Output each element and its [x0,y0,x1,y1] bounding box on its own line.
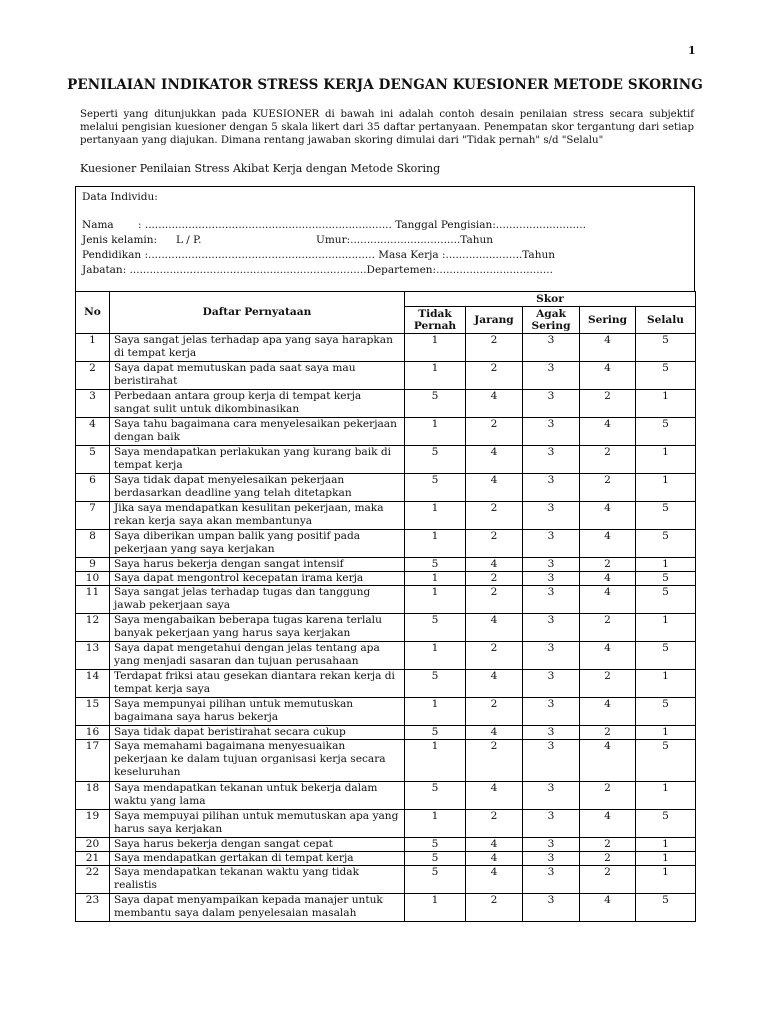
age-field[interactable]: Umur:.................................Tahun [316,234,494,246]
score-cell[interactable]: 1 [405,418,466,446]
score-cell[interactable]: 1 [405,362,466,390]
questionnaire-table [75,291,696,922]
statement-text: Saya mengabaikan beberapa tugas karena terlalu banyak pekerjaan yang harus saya kerjakan [110,614,405,642]
name-line [82,219,586,231]
score-cell[interactable]: 5 [405,726,466,740]
score-cell[interactable]: 5 [636,334,696,362]
score-cell[interactable]: 5 [636,740,696,782]
score-cell[interactable]: 1 [636,390,696,418]
table-row [76,530,696,558]
row-number: 18 [76,782,110,810]
statement-text: Saya mempunyai pilihan untuk memutuskan bagaimana saya harus bekerja [110,698,405,726]
score-cell[interactable]: 2 [580,726,636,740]
table-row [76,866,696,894]
table-row [76,586,696,614]
score-cell[interactable]: 5 [405,838,466,852]
row-number: 4 [76,418,110,446]
row-number: 23 [76,894,110,922]
score-cell[interactable]: 5 [636,572,696,586]
score-cell[interactable]: 1 [636,838,696,852]
score-cell[interactable]: 5 [636,894,696,922]
score-cell[interactable]: 2 [580,614,636,642]
score-cell[interactable]: 5 [405,446,466,474]
score-cell[interactable]: 2 [580,852,636,866]
score-cell[interactable]: 3 [523,698,580,726]
statement-text: Saya dapat memutuskan pada saat saya mau beristirahat [110,362,405,390]
statement-text: Saya tidak dapat menyelesaikan pekerjaan berdasarkan deadline yang telah ditetapkan [110,474,405,502]
score-cell[interactable]: 2 [466,502,523,530]
statement-text: Saya memahami bagaimana menyesuaikan pekerjaan ke dalam tujuan organisasi kerja secara keseluruhan [110,740,405,782]
score-cell[interactable]: 4 [580,502,636,530]
score-cell[interactable]: 4 [580,810,636,838]
row-number: 19 [76,810,110,838]
gender-label: Jenis kelamin: [82,234,158,246]
score-cell[interactable]: 3 [523,642,580,670]
score-cell[interactable]: 3 [523,572,580,586]
score-cell[interactable]: 5 [636,530,696,558]
score-cell[interactable]: 5 [636,586,696,614]
score-cell[interactable]: 3 [523,362,580,390]
score-cell[interactable]: 2 [466,894,523,922]
row-number: 21 [76,852,110,866]
table-row [76,740,696,782]
statement-text: Saya mendapatkan tekanan untuk bekerja dalam waktu yang lama [110,782,405,810]
score-cell[interactable]: 2 [466,572,523,586]
score-cell[interactable]: 5 [405,782,466,810]
score-cell[interactable]: 1 [405,530,466,558]
score-cell[interactable]: 2 [466,334,523,362]
score-cell[interactable]: 1 [636,670,696,698]
row-number: 10 [76,572,110,586]
statement-text: Saya tahu bagaimana cara menyelesaikan pekerjaan dengan baik [110,418,405,446]
table-row [76,446,696,474]
score-level-header: Tidak Pernah [405,307,466,334]
score-cell[interactable]: 5 [405,614,466,642]
table-row [76,894,696,922]
score-cell[interactable]: 1 [405,572,466,586]
work-tenure-field[interactable]: Masa Kerja :.......................Tahun [378,249,555,261]
row-number: 9 [76,558,110,572]
row-number: 5 [76,446,110,474]
score-cell[interactable]: 5 [636,642,696,670]
table-row [76,670,696,698]
individual-data-box [75,186,695,292]
score-cell[interactable]: 4 [466,866,523,894]
score-cell[interactable]: 3 [523,782,580,810]
score-cell[interactable]: 2 [580,558,636,572]
score-cell[interactable]: 2 [580,838,636,852]
score-cell[interactable]: 1 [636,614,696,642]
score-cell[interactable]: 5 [636,362,696,390]
score-cell[interactable]: 3 [523,810,580,838]
statement-text: Saya mendapatkan gertakan di tempat kerja [110,852,405,866]
score-cell[interactable]: 2 [466,740,523,782]
score-level-header: Selalu [636,307,696,334]
statement-text: Saya dapat mengetahui dengan jelas tentang apa yang menjadi sasaran dan tujuan perusahaan [110,642,405,670]
score-cell[interactable]: 1 [636,446,696,474]
table-row [76,390,696,418]
page-title: PENILAIAN INDIKATOR STRESS KERJA DENGAN KUESIONER METODE SKORING [67,77,703,93]
table-row [76,572,696,586]
score-cell[interactable]: 3 [523,852,580,866]
score-cell[interactable]: 3 [523,502,580,530]
score-cell[interactable]: 4 [580,572,636,586]
row-number: 17 [76,740,110,782]
table-row [76,782,696,810]
score-cell[interactable]: 1 [636,726,696,740]
score-cell[interactable]: 5 [636,698,696,726]
score-cell[interactable]: 3 [523,530,580,558]
score-cell[interactable]: 2 [466,698,523,726]
score-cell[interactable]: 3 [523,838,580,852]
table-row [76,838,696,852]
score-cell[interactable]: 3 [523,446,580,474]
score-cell[interactable]: 2 [580,474,636,502]
score-cell[interactable]: 2 [466,586,523,614]
score-cell[interactable]: 5 [405,390,466,418]
score-cell[interactable]: 2 [466,530,523,558]
table-row [76,698,696,726]
row-number: 20 [76,838,110,852]
intro-paragraph: Seperti yang ditunjukkan pada KUESIONER di bawah ini adalah contoh desain penilaian stress secara subjektif melalui pengisian kuesioner dengan 5 skala likert dari 35 daftar pertanyaan. Penempatan skor tergantung dari setiap pertanyaan yang diajukan. Dimana rentang jawaban skoring dimulai dari "Tidak pernah" s/d "Selalu" [80,109,694,146]
statement-text: Terdapat friksi atau gesekan diantara rekan kerja di tempat kerja saya [110,670,405,698]
row-number: 8 [76,530,110,558]
statement-text: Saya sangat jelas terhadap apa yang saya harapkan di tempat kerja [110,334,405,362]
fill-date-field[interactable]: Tanggal Pengisian:........................... [395,219,586,231]
score-cell[interactable]: 4 [580,334,636,362]
score-cell[interactable]: 5 [405,852,466,866]
score-cell[interactable]: 1 [636,782,696,810]
department-field[interactable]: Departemen:................................... [366,264,553,276]
name-field[interactable]: : .......................................................................... [138,219,392,231]
score-cell[interactable]: 4 [580,418,636,446]
column-header-score: Skor [405,292,696,307]
statement-text: Saya harus bekerja dengan sangat intensif [110,558,405,572]
score-level-header: Agak Sering [523,307,580,334]
statement-text: Saya tidak dapat beristirahat secara cukup [110,726,405,740]
row-number: 22 [76,866,110,894]
score-cell[interactable]: 2 [466,810,523,838]
score-cell[interactable]: 3 [523,558,580,572]
row-number: 2 [76,362,110,390]
score-cell[interactable]: 1 [405,586,466,614]
statement-text: Saya diberikan umpan balik yang positif pada pekerjaan yang saya kerjakan [110,530,405,558]
questionnaire-subheading: Kuesioner Penilaian Stress Akibat Kerja dengan Metode Skoring [80,162,441,175]
row-number: 14 [76,670,110,698]
score-cell[interactable]: 4 [580,530,636,558]
score-cell[interactable]: 2 [466,418,523,446]
statement-text: Saya mendapatkan tekanan waktu yang tidak realistis [110,866,405,894]
table-row [76,614,696,642]
score-cell[interactable]: 3 [523,740,580,782]
statement-text: Perbedaan antara group kerja di tempat kerja sangat sulit untuk dikombinasikan [110,390,405,418]
score-cell[interactable]: 5 [636,418,696,446]
score-cell[interactable]: 2 [466,642,523,670]
score-cell[interactable]: 2 [466,362,523,390]
gender-field[interactable]: L / P. [176,234,202,246]
score-cell[interactable]: 5 [405,474,466,502]
score-cell[interactable]: 2 [580,866,636,894]
score-cell[interactable]: 4 [466,390,523,418]
column-header-no: No [76,292,110,334]
row-number: 16 [76,726,110,740]
score-cell[interactable]: 1 [636,866,696,894]
name-label: Nama [82,219,114,231]
score-cell[interactable]: 4 [580,894,636,922]
score-cell[interactable]: 4 [466,558,523,572]
score-cell[interactable]: 5 [405,670,466,698]
score-cell[interactable]: 3 [523,726,580,740]
score-cell[interactable]: 1 [405,810,466,838]
statement-text: Jika saya mendapatkan kesulitan pekerjaan, maka rekan kerja saya akan membantunya [110,502,405,530]
score-cell[interactable]: 4 [580,362,636,390]
score-cell[interactable]: 4 [466,852,523,866]
table-row [76,334,696,362]
score-cell[interactable]: 5 [636,810,696,838]
score-cell[interactable]: 1 [636,852,696,866]
row-number: 13 [76,642,110,670]
score-cell[interactable]: 4 [466,726,523,740]
table-row [76,502,696,530]
score-cell[interactable]: 1 [405,698,466,726]
score-level-header: Sering [580,307,636,334]
score-cell[interactable]: 3 [523,390,580,418]
row-number: 1 [76,334,110,362]
row-number: 12 [76,614,110,642]
row-number: 6 [76,474,110,502]
statement-text: Saya dapat mengontrol kecepatan irama kerja [110,572,405,586]
statement-text: Saya mempuyai pilihan untuk memutuskan apa yang harus saya kerjakan [110,810,405,838]
score-cell[interactable]: 3 [523,474,580,502]
score-cell[interactable]: 3 [523,418,580,446]
score-cell[interactable]: 3 [523,334,580,362]
table-row [76,810,696,838]
score-cell[interactable]: 1 [636,558,696,572]
column-header-statement: Daftar Pernyataan [110,292,405,334]
score-cell[interactable]: 1 [405,642,466,670]
row-number: 11 [76,586,110,614]
score-cell[interactable]: 1 [405,894,466,922]
statement-text: Saya mendapatkan perlakukan yang kurang baik di tempat kerja [110,446,405,474]
score-cell[interactable]: 2 [580,670,636,698]
score-cell[interactable]: 4 [580,740,636,782]
position-line [82,264,553,276]
score-cell[interactable]: 4 [466,474,523,502]
score-cell[interactable]: 2 [580,446,636,474]
score-cell[interactable]: 4 [580,698,636,726]
table-row [76,558,696,572]
score-cell[interactable]: 2 [580,782,636,810]
score-cell[interactable]: 4 [466,614,523,642]
score-level-header: Jarang [466,307,523,334]
score-cell[interactable]: 1 [405,740,466,782]
score-cell[interactable]: 5 [405,558,466,572]
table-row [76,852,696,866]
statement-text: Saya harus bekerja dengan sangat cepat [110,838,405,852]
table-row [76,726,696,740]
table-row [76,418,696,446]
score-cell[interactable]: 3 [523,586,580,614]
score-cell[interactable]: 5 [405,866,466,894]
row-number: 15 [76,698,110,726]
position-field[interactable]: Jabatan: ....................................................................... [82,264,367,276]
score-cell[interactable]: 1 [405,502,466,530]
score-cell[interactable]: 4 [580,642,636,670]
score-cell[interactable]: 1 [405,334,466,362]
score-cell[interactable]: 2 [580,390,636,418]
row-number: 7 [76,502,110,530]
table-row [76,474,696,502]
score-cell[interactable]: 3 [523,614,580,642]
score-cell[interactable]: 4 [580,586,636,614]
score-cell[interactable]: 3 [523,866,580,894]
education-line [82,249,555,261]
individual-data-heading: Data Individu: [82,191,158,203]
score-cell[interactable]: 3 [523,894,580,922]
statement-text: Saya sangat jelas terhadap tugas dan tanggung jawab pekerjaan saya [110,586,405,614]
statement-text: Saya dapat menyampaikan kepada manajer untuk membantu saya dalam penyelesaian masalah [110,894,405,922]
education-field[interactable]: Pendidikan :.................................................................... [82,249,375,261]
score-cell[interactable]: 1 [636,474,696,502]
score-cell[interactable]: 3 [523,670,580,698]
score-cell[interactable]: 4 [466,782,523,810]
row-number: 3 [76,390,110,418]
questionnaire-body [76,334,696,922]
score-cell[interactable]: 5 [636,502,696,530]
score-cell[interactable]: 4 [466,838,523,852]
table-row [76,642,696,670]
table-row [76,362,696,390]
gender-line [82,234,493,246]
score-cell[interactable]: 4 [466,670,523,698]
score-cell[interactable]: 4 [466,446,523,474]
page-number: 1 [688,44,696,57]
